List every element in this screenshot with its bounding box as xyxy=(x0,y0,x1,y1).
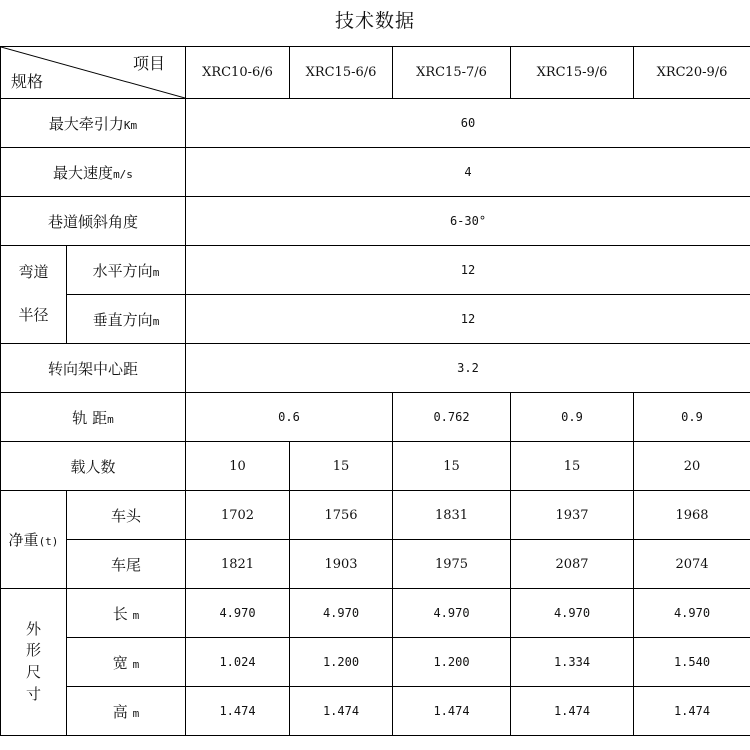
height-value: 1.474 xyxy=(186,687,290,736)
head-weight-value: 1702 xyxy=(186,491,290,540)
incline-value: 6-30° xyxy=(186,197,750,246)
page-title: 技术数据 xyxy=(334,10,415,32)
tail-weight-value: 1903 xyxy=(290,540,393,589)
length-value: 4.970 xyxy=(290,589,393,638)
table-row xyxy=(1,442,750,491)
row-label-max-speed: 最大速度m/s xyxy=(1,148,186,197)
tail-weight-value: 2074 xyxy=(634,540,750,589)
row-label-head: 车头 xyxy=(67,491,186,540)
length-value: 4.970 xyxy=(186,589,290,638)
diagonal-header-cell xyxy=(1,47,186,99)
head-weight-value: 1756 xyxy=(290,491,393,540)
horizontal-radius-value: 12 xyxy=(186,246,750,295)
gauge-value: 0.6 xyxy=(186,393,393,442)
width-value: 1.334 xyxy=(511,638,634,687)
width-value: 1.200 xyxy=(393,638,511,687)
table-row xyxy=(1,246,750,295)
height-value: 1.474 xyxy=(634,687,750,736)
table-row xyxy=(1,99,750,148)
tail-weight-value: 1821 xyxy=(186,540,290,589)
dimensions-group-label: 外 形 尺 寸 xyxy=(1,589,67,736)
model-header: XRC15-9/6 xyxy=(511,47,634,99)
width-value: 1.540 xyxy=(634,638,750,687)
length-value: 4.970 xyxy=(634,589,750,638)
row-label-length: 长 m xyxy=(67,589,186,638)
table-header-row xyxy=(1,47,750,99)
row-label-tail: 车尾 xyxy=(67,540,186,589)
model-header: XRC10-6/6 xyxy=(186,47,290,99)
height-value: 1.474 xyxy=(393,687,511,736)
vertical-radius-value: 12 xyxy=(186,295,750,344)
height-value: 1.474 xyxy=(511,687,634,736)
table-row xyxy=(1,393,750,442)
model-header: XRC15-6/6 xyxy=(290,47,393,99)
row-label-horizontal: 水平方向m xyxy=(67,246,186,295)
width-value: 1.200 xyxy=(290,638,393,687)
gauge-value: 0.9 xyxy=(511,393,634,442)
spec-header-label: 规格 xyxy=(11,72,44,91)
table-row xyxy=(1,687,750,736)
tail-weight-value: 1975 xyxy=(393,540,511,589)
max-speed-value: 4 xyxy=(186,148,750,197)
table-row xyxy=(1,540,750,589)
passengers-value: 15 xyxy=(393,442,511,491)
height-value: 1.474 xyxy=(290,687,393,736)
gauge-value: 0.762 xyxy=(393,393,511,442)
table-row xyxy=(1,197,750,246)
row-label-height: 高 m xyxy=(67,687,186,736)
table-row xyxy=(1,589,750,638)
head-weight-value: 1831 xyxy=(393,491,511,540)
row-label-width: 宽 m xyxy=(67,638,186,687)
spec-table xyxy=(0,46,750,736)
length-value: 4.970 xyxy=(511,589,634,638)
head-weight-value: 1968 xyxy=(634,491,750,540)
bogie-distance-value: 3.2 xyxy=(186,344,750,393)
row-label-incline: 巷道倾斜角度 xyxy=(1,197,186,246)
head-weight-value: 1937 xyxy=(511,491,634,540)
model-header: XRC15-7/6 xyxy=(393,47,511,99)
curve-radius-group-label: 弯道 半径 xyxy=(1,246,67,344)
row-label-vertical: 垂直方向m xyxy=(67,295,186,344)
table-row xyxy=(1,344,750,393)
table-row xyxy=(1,491,750,540)
table-row xyxy=(1,638,750,687)
tail-weight-value: 2087 xyxy=(511,540,634,589)
max-traction-value: 60 xyxy=(186,99,750,148)
row-label-passengers: 载人数 xyxy=(1,442,186,491)
model-header: XRC20-9/6 xyxy=(634,47,750,99)
item-header-label: 项目 xyxy=(132,54,165,73)
row-label-max-traction: 最大牵引力Km xyxy=(1,99,186,148)
passengers-value: 15 xyxy=(511,442,634,491)
net-weight-group-label: 净重(t) xyxy=(1,491,67,589)
passengers-value: 20 xyxy=(634,442,750,491)
passengers-value: 10 xyxy=(186,442,290,491)
table-row xyxy=(1,148,750,197)
width-value: 1.024 xyxy=(186,638,290,687)
passengers-value: 15 xyxy=(290,442,393,491)
table-row xyxy=(1,295,750,344)
row-label-gauge: 轨 距m xyxy=(1,393,186,442)
row-label-bogie-distance: 转向架中心距 xyxy=(1,344,186,393)
length-value: 4.970 xyxy=(393,589,511,638)
gauge-value: 0.9 xyxy=(634,393,750,442)
